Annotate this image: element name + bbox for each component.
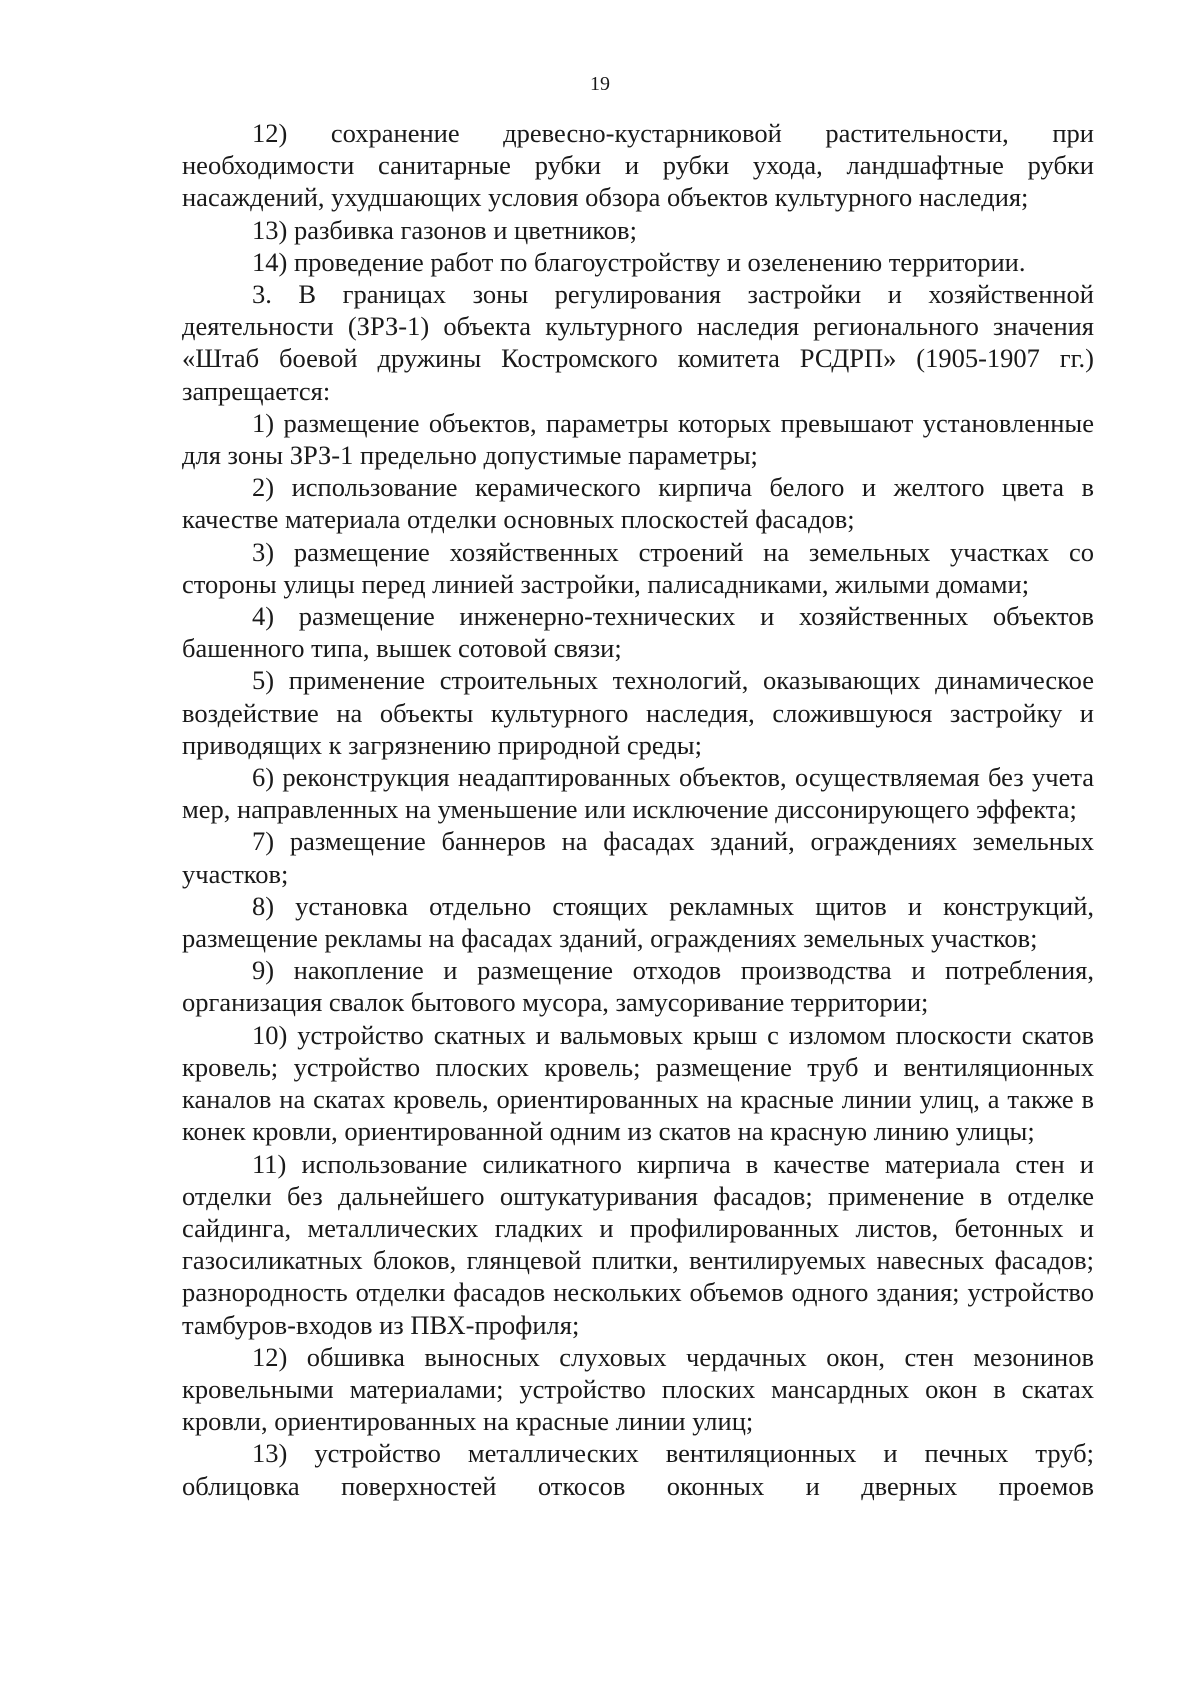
paragraph-item-10: 10) устройство скатных и вальмовых крыш с изломом плоскости скатов кровель; устройство плоских кровель; размещение труб и вентиляционных каналов на скатах кровель, ориентированных на красные линии улиц, а также в конек кровли, ориентированной одним из скатов на красную линию улицы; <box>182 1019 1094 1147</box>
paragraph-item-12-vegetation: 12) сохранение древесно-кустарниковой растительности, при необходимости санитарные рубки и рубки ухода, ландшафтные рубки насаждений, ухудшающих условия обзора объектов культурного наследия; <box>182 118 1094 213</box>
page-number: 19 <box>590 73 610 95</box>
paragraph-item-4: 4) размещение инженерно-технических и хозяйственных объектов башенного типа, вышек сотовой связи; <box>182 601 1094 664</box>
paragraph-item-3: 3) размещение хозяйственных строений на земельных участках со стороны улицы перед линией застройки, палисадниками, жилыми домами; <box>182 536 1094 599</box>
paragraph-item-2: 2) использование керамического кирпича белого и желтого цвета в качестве материала отделки основных плоскостей фасадов; <box>182 472 1094 535</box>
document-body <box>182 117 1094 1502</box>
paragraph-item-13-lawns: 13) разбивка газонов и цветников; <box>252 214 637 245</box>
paragraph-item-6: 6) реконструкция неадаптированных объектов, осуществляемая без учета мер, направленных на уменьшение или исключение диссонирующего эффекта; <box>182 762 1094 825</box>
paragraph-item-14-landscaping: 14) проведение работ по благоустройству и озеленению территории. <box>252 246 1026 277</box>
paragraph-item-13: 13) устройство металлических вентиляционных и печных труб; облицовка поверхностей откосов оконных и дверных проемов <box>182 1438 1094 1501</box>
paragraph-item-5: 5) применение строительных технологий, оказывающих динамическое воздействие на объекты культурного наследия, сложившуюся застройку и приводящих к загрязнению природной среды; <box>182 665 1094 760</box>
paragraph-item-1: 1) размещение объектов, параметры которых превышают установленные для зоны ЗРЗ-1 предельно допустимые параметры; <box>182 407 1094 471</box>
paragraph-item-11: 11) использование силикатного кирпича в качестве материала стен и отделки без дальнейшего оштукатуривания фасадов; применение в отделке сайдинга, металлических гладких и профилированных листов, бетонных и газосиликатных блоков, глянцевой плитки, вентилируемых навесных фасадов; разнородность отделки фасадов нескольких объемов одного здания; устройство тамбуров-входов из ПВХ-профиля; <box>182 1148 1094 1340</box>
paragraph-section-3-heading: 3. В границах зоны регулирования застройки и хозяйственной деятельности (ЗРЗ-1) объекта культурного наследия регионального значения «Штаб боевой дружины Костромского комитета РСДРП» (1905-1907 гг.) запрещается: <box>182 279 1094 406</box>
paragraph-item-12: 12) обшивка выносных слуховых чердачных окон, стен мезонинов кровельными материалами; устройство плоских мансардных окон в скатах кровли, ориентированных на красные линии улиц; <box>182 1341 1094 1437</box>
paragraph-item-9: 9) накопление и размещение отходов производства и потребления, организация свалок бытового мусора, замусоривание территории; <box>182 955 1094 1018</box>
paragraph-item-8: 8) установка отдельно стоящих рекламных щитов и конструкций, размещение рекламы на фасадах зданий, ограждениях земельных участков; <box>182 890 1094 954</box>
paragraph-item-7: 7) размещение баннеров на фасадах зданий, ограждениях земельных участков; <box>182 826 1094 889</box>
